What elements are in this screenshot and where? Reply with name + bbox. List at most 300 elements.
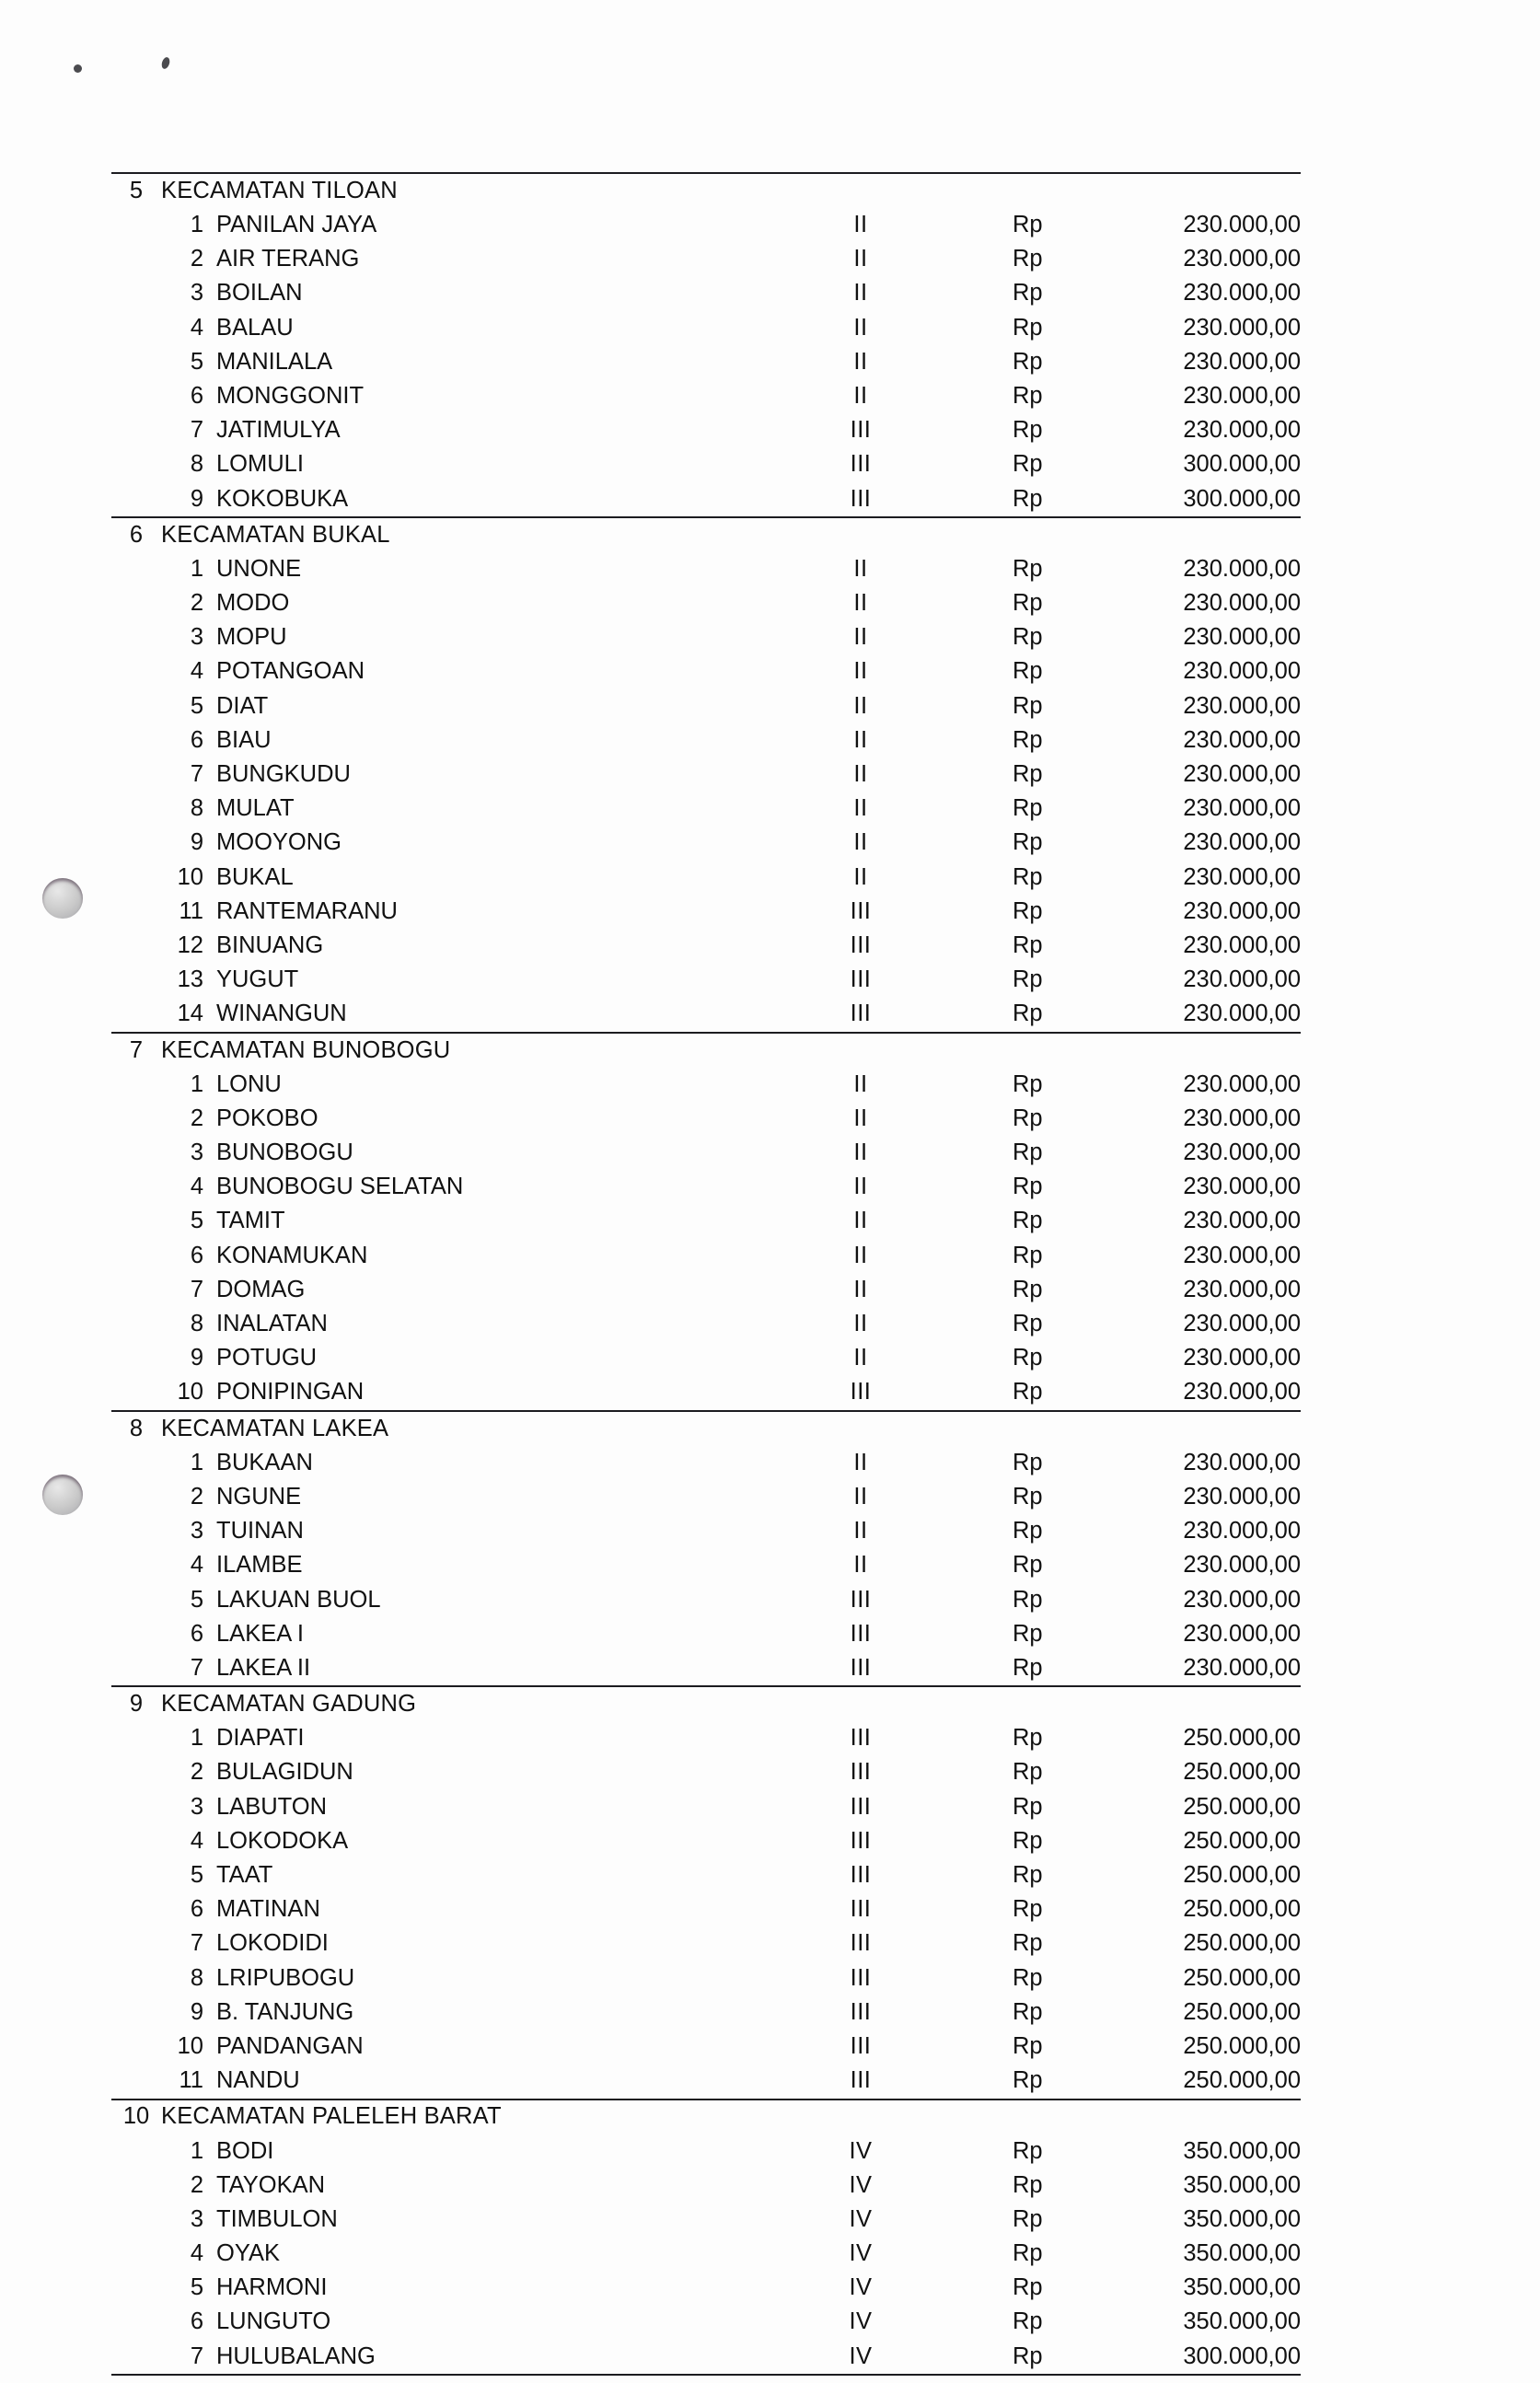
currency-symbol: Rp: [1013, 246, 1043, 272]
village-name: PANILAN JAYA: [216, 212, 377, 238]
currency-symbol: Rp: [1013, 897, 1043, 924]
section-title: KECAMATAN TILOAN: [161, 173, 709, 208]
table-row: [111, 1756, 1301, 1790]
village-name-cell: [161, 2237, 709, 2271]
row-outer-blank: [111, 311, 161, 345]
table-row: [111, 1892, 1301, 1926]
currency-symbol: Rp: [1013, 1725, 1043, 1752]
village-index: 1: [190, 212, 203, 238]
village-class: III: [850, 1896, 872, 1923]
section-class-blank: [709, 1033, 1013, 1068]
allocation-amount: 230.000,00: [1183, 590, 1301, 617]
village-name-cell: [161, 895, 709, 929]
row-outer-blank: [111, 2064, 161, 2099]
section-title: KECAMATAN GADUNG: [161, 1686, 709, 1721]
table-row: [111, 1307, 1301, 1341]
currency-symbol: Rp: [1013, 966, 1043, 993]
table-row: [111, 895, 1301, 929]
village-name: NANDU: [216, 2067, 300, 2094]
section-number: 10: [111, 2100, 161, 2134]
row-outer-blank: [111, 827, 161, 861]
table-row: [111, 2030, 1301, 2064]
village-name-cell: [161, 1205, 709, 1239]
currency-symbol: Rp: [1013, 795, 1043, 822]
row-outer-blank: [111, 2134, 161, 2169]
table-row: [111, 723, 1301, 758]
allocation-amount: 230.000,00: [1183, 761, 1301, 788]
village-name: LABUTON: [216, 1793, 327, 1820]
village-name-cell: [161, 277, 709, 311]
currency-symbol: Rp: [1013, 2240, 1043, 2267]
row-outer-blank: [111, 1756, 161, 1790]
section-title: KECAMATAN BUKAL: [161, 517, 709, 552]
village-class: III: [850, 1793, 872, 1820]
table-row: [111, 2203, 1301, 2237]
currency-symbol: Rp: [1013, 1518, 1043, 1544]
allocation-amount: 250.000,00: [1183, 1827, 1301, 1854]
village-name-cell: [161, 1307, 709, 1341]
section-class-blank: [709, 173, 1013, 208]
village-index: 4: [190, 1827, 203, 1854]
table-row: [111, 1205, 1301, 1239]
row-outer-blank: [111, 586, 161, 620]
allocation-amount: 230.000,00: [1183, 1379, 1301, 1406]
row-outer-blank: [111, 1721, 161, 1755]
village-name: MANILALA: [216, 348, 333, 375]
village-class: II: [853, 1483, 868, 1510]
allocation-amount: 230.000,00: [1183, 624, 1301, 651]
village-name-cell: [161, 1995, 709, 2030]
village-name-cell: [161, 827, 709, 861]
village-name: UNONE: [216, 555, 302, 582]
village-index: 4: [190, 314, 203, 341]
table-row: [111, 861, 1301, 895]
village-name: BODI: [216, 2137, 274, 2164]
village-index: 2: [190, 246, 203, 272]
village-name: MULAT: [216, 795, 295, 822]
row-outer-blank: [111, 2306, 161, 2340]
row-outer-blank: [111, 861, 161, 895]
allocation-amount: 230.000,00: [1183, 1208, 1301, 1234]
village-name: DOMAG: [216, 1276, 306, 1302]
village-name: HULUBALANG: [216, 2343, 376, 2369]
row-outer-blank: [111, 929, 161, 963]
allocation-amount: 230.000,00: [1183, 1654, 1301, 1681]
village-index: 6: [190, 382, 203, 409]
village-name: LONU: [216, 1070, 282, 1097]
row-outer-blank: [111, 2237, 161, 2271]
village-name: RANTEMARANU: [216, 897, 398, 924]
table-row: [111, 242, 1301, 276]
village-index: 14: [177, 1001, 203, 1027]
village-name-cell: [161, 1170, 709, 1204]
currency-symbol: Rp: [1013, 2067, 1043, 2094]
village-index: 6: [190, 726, 203, 753]
village-name: LUNGUTO: [216, 2308, 331, 2335]
village-class: II: [853, 624, 868, 651]
table-row: [111, 827, 1301, 861]
village-name-cell: [161, 1858, 709, 1892]
village-name: BINUANG: [216, 931, 324, 958]
currency-symbol: Rp: [1013, 2205, 1043, 2232]
table-row: [111, 792, 1301, 826]
allocation-amount: 230.000,00: [1183, 829, 1301, 856]
table-row: [111, 1480, 1301, 1514]
row-outer-blank: [111, 552, 161, 586]
village-index: 6: [190, 1620, 203, 1647]
row-outer-blank: [111, 208, 161, 242]
village-class: II: [853, 1345, 868, 1371]
allocation-amount: 230.000,00: [1183, 726, 1301, 753]
currency-symbol: Rp: [1013, 1827, 1043, 1854]
row-outer-blank: [111, 2271, 161, 2305]
village-name-cell: [161, 1721, 709, 1755]
village-name-cell: [161, 2064, 709, 2099]
village-class: II: [853, 246, 868, 272]
currency-symbol: Rp: [1013, 2274, 1043, 2301]
village-index: 8: [190, 1964, 203, 1991]
village-class: III: [850, 1620, 872, 1647]
village-name: MOPU: [216, 624, 287, 651]
village-name: TIMBULON: [216, 2205, 338, 2232]
table-row: [111, 552, 1301, 586]
village-class: II: [853, 1208, 868, 1234]
section-class-blank: [709, 1411, 1013, 1446]
village-class: III: [850, 1827, 872, 1854]
currency-symbol: Rp: [1013, 1862, 1043, 1889]
village-class: III: [850, 1586, 872, 1613]
village-class: III: [850, 485, 872, 512]
table-row: [111, 345, 1301, 379]
village-index: 3: [190, 1518, 203, 1544]
village-class: II: [853, 863, 868, 890]
village-name-cell: [161, 929, 709, 963]
village-allocation-table: [111, 172, 1301, 2376]
currency-symbol: Rp: [1013, 931, 1043, 958]
village-name-cell: [161, 552, 709, 586]
village-class: III: [850, 1759, 872, 1786]
allocation-amount: 230.000,00: [1183, 417, 1301, 444]
village-class: II: [853, 555, 868, 582]
village-class: III: [850, 966, 872, 993]
row-outer-blank: [111, 1549, 161, 1583]
village-index: 4: [190, 1552, 203, 1579]
currency-symbol: Rp: [1013, 1759, 1043, 1786]
currency-symbol: Rp: [1013, 1174, 1043, 1200]
currency-symbol: Rp: [1013, 2137, 1043, 2164]
currency-symbol: Rp: [1013, 1793, 1043, 1820]
row-outer-blank: [111, 1995, 161, 2030]
village-index: 10: [177, 863, 203, 890]
village-class: III: [850, 1379, 872, 1406]
village-class: II: [853, 761, 868, 788]
currency-symbol: Rp: [1013, 829, 1043, 856]
village-index: 2: [190, 1483, 203, 1510]
village-class: II: [853, 1070, 868, 1097]
village-index: 13: [177, 966, 203, 993]
table-row: [111, 758, 1301, 792]
allocation-amount: 350.000,00: [1183, 2205, 1301, 2232]
village-name-cell: [161, 413, 709, 447]
village-name: POTUGU: [216, 1345, 318, 1371]
village-index: 3: [190, 1793, 203, 1820]
allocation-amount: 230.000,00: [1183, 966, 1301, 993]
village-index: 6: [190, 1896, 203, 1923]
village-name-cell: [161, 311, 709, 345]
currency-symbol: Rp: [1013, 1449, 1043, 1475]
row-outer-blank: [111, 277, 161, 311]
village-class: II: [853, 1105, 868, 1131]
village-index: 7: [190, 1654, 203, 1681]
section-header-row: [111, 1033, 1301, 1068]
allocation-amount: 250.000,00: [1183, 1896, 1301, 1923]
row-outer-blank: [111, 1376, 161, 1411]
village-class: II: [853, 212, 868, 238]
allocation-amount: 250.000,00: [1183, 2067, 1301, 2094]
currency-symbol: Rp: [1013, 1311, 1043, 1337]
row-outer-blank: [111, 1136, 161, 1170]
section-header-row: [111, 2100, 1301, 2134]
table-row: [111, 963, 1301, 997]
currency-symbol: Rp: [1013, 1998, 1043, 2025]
village-index: 8: [190, 451, 203, 478]
village-index: 9: [190, 485, 203, 512]
table-row: [111, 2306, 1301, 2340]
village-index: 5: [190, 1586, 203, 1613]
allocation-amount: 230.000,00: [1183, 280, 1301, 307]
allocation-amount: 250.000,00: [1183, 1930, 1301, 1957]
section-number: 7: [111, 1033, 161, 1068]
village-name: YUGUT: [216, 966, 299, 993]
village-name-cell: [161, 2169, 709, 2203]
currency-symbol: Rp: [1013, 1964, 1043, 1991]
village-name: LAKEA I: [216, 1620, 304, 1647]
allocation-amount: 230.000,00: [1183, 212, 1301, 238]
allocation-amount: 230.000,00: [1183, 314, 1301, 341]
village-index: 3: [190, 280, 203, 307]
section-number: 9: [111, 1686, 161, 1721]
currency-symbol: Rp: [1013, 761, 1043, 788]
village-name: LOMULI: [216, 451, 304, 478]
row-outer-blank: [111, 2030, 161, 2064]
allocation-amount: 230.000,00: [1183, 1586, 1301, 1613]
village-name-cell: [161, 1617, 709, 1651]
currency-symbol: Rp: [1013, 1345, 1043, 1371]
allocation-amount: 350.000,00: [1183, 2137, 1301, 2164]
village-name-cell: [161, 1892, 709, 1926]
allocation-amount: 230.000,00: [1183, 863, 1301, 890]
table-row: [111, 2271, 1301, 2305]
table-row: [111, 277, 1301, 311]
village-index: 4: [190, 2240, 203, 2267]
allocation-amount: 230.000,00: [1183, 658, 1301, 685]
allocation-amount: 250.000,00: [1183, 1793, 1301, 1820]
village-class: II: [853, 1139, 868, 1166]
table-row: [111, 1514, 1301, 1548]
village-name-cell: [161, 1824, 709, 1858]
village-name-cell: [161, 1273, 709, 1307]
village-class: II: [853, 1311, 868, 1337]
village-index: 9: [190, 1345, 203, 1371]
row-outer-blank: [111, 963, 161, 997]
allocation-amount: 250.000,00: [1183, 1759, 1301, 1786]
village-name-cell: [161, 2340, 709, 2375]
village-index: 12: [177, 931, 203, 958]
currency-symbol: Rp: [1013, 2171, 1043, 2198]
table-row: [111, 413, 1301, 447]
village-index: 1: [190, 555, 203, 582]
village-name-cell: [161, 1102, 709, 1136]
section-header-row: [111, 1411, 1301, 1446]
village-index: 8: [190, 795, 203, 822]
village-class: II: [853, 590, 868, 617]
table-row: [111, 1824, 1301, 1858]
table-row: [111, 2169, 1301, 2203]
currency-symbol: Rp: [1013, 1620, 1043, 1647]
section-amount-blank: [1084, 173, 1301, 208]
currency-symbol: Rp: [1013, 692, 1043, 719]
row-outer-blank: [111, 620, 161, 654]
village-class: III: [850, 417, 872, 444]
village-index: 2: [190, 1759, 203, 1786]
table-row: [111, 1446, 1301, 1480]
village-class: IV: [709, 2340, 1013, 2375]
section-amount-blank: [1084, 1686, 1301, 1721]
village-index: 7: [190, 1930, 203, 1957]
section-number: 6: [111, 517, 161, 552]
village-name-cell: [161, 689, 709, 723]
currency-symbol: Rp: [1013, 212, 1043, 238]
village-index: 4: [190, 1174, 203, 1200]
allocation-amount: 230.000,00: [1183, 382, 1301, 409]
village-index: 3: [190, 2205, 203, 2232]
section-number: 8: [111, 1411, 161, 1446]
village-name-cell: [161, 1790, 709, 1824]
village-class: II: [853, 1276, 868, 1302]
table-row: [111, 998, 1301, 1033]
section-currency-blank: [1013, 173, 1084, 208]
village-name: BALAU: [216, 314, 294, 341]
currency-symbol: Rp: [1013, 2340, 1084, 2375]
village-class: IV: [849, 2308, 873, 2335]
village-name: B. TANJUNG: [216, 1998, 354, 2025]
currency-symbol: Rp: [1013, 555, 1043, 582]
table-row: [111, 1617, 1301, 1651]
village-index: 5: [190, 2274, 203, 2301]
village-name: BUNGKUDU: [216, 761, 351, 788]
village-name: DIAT: [216, 692, 269, 719]
village-name-cell: [161, 2134, 709, 2169]
village-class: III: [850, 931, 872, 958]
village-class: III: [850, 451, 872, 478]
village-name: TAYOKAN: [216, 2171, 326, 2198]
village-index: 1: [190, 1449, 203, 1475]
village-name-cell: [161, 1341, 709, 1375]
village-name-cell: [161, 1651, 709, 1686]
section-amount-blank: [1084, 517, 1301, 552]
section-currency-blank: [1013, 1033, 1084, 1068]
village-class: IV: [849, 2137, 873, 2164]
allocation-amount: 230.000,00: [1183, 1276, 1301, 1302]
section-currency-blank: [1013, 517, 1084, 552]
scan-speck-icon: [74, 64, 82, 73]
village-name-cell: [161, 620, 709, 654]
village-index: 7: [190, 417, 203, 444]
village-name: MOOYONG: [216, 829, 342, 856]
village-class: II: [853, 1242, 868, 1268]
village-index: 5: [190, 692, 203, 719]
village-class: IV: [849, 2240, 873, 2267]
village-class: II: [853, 829, 868, 856]
allocation-amount: 250.000,00: [1183, 1964, 1301, 1991]
table-row: [111, 929, 1301, 963]
row-outer-blank: [111, 448, 161, 482]
section-title: KECAMATAN PALELEH BARAT: [161, 2100, 709, 2134]
village-class: III: [850, 897, 872, 924]
village-class: III: [850, 1654, 872, 1681]
village-name: BOILAN: [216, 280, 303, 307]
village-class: II: [853, 658, 868, 685]
row-outer-blank: [111, 345, 161, 379]
currency-symbol: Rp: [1013, 1208, 1043, 1234]
village-class: II: [853, 348, 868, 375]
village-name: BUKAL: [216, 863, 294, 890]
currency-symbol: Rp: [1013, 1139, 1043, 1166]
table-row: [111, 208, 1301, 242]
village-name: TUINAN: [216, 1518, 304, 1544]
section-number: 5: [111, 173, 161, 208]
village-class: II: [853, 1449, 868, 1475]
village-index: 5: [190, 1862, 203, 1889]
village-class: II: [853, 280, 868, 307]
row-outer-blank: [111, 1892, 161, 1926]
allocation-amount: 350.000,00: [1183, 2274, 1301, 2301]
row-outer-blank: [111, 1068, 161, 1102]
table-row: [111, 586, 1301, 620]
village-name-cell: [161, 2203, 709, 2237]
table-row: [111, 482, 1301, 517]
village-class: II: [853, 382, 868, 409]
section-amount-blank: [1084, 1033, 1301, 1068]
village-name-cell: [161, 1239, 709, 1273]
section-currency-blank: [1013, 2100, 1084, 2134]
village-name: JATIMULYA: [216, 417, 341, 444]
allocation-amount: 250.000,00: [1183, 1725, 1301, 1752]
village-name: TAAT: [216, 1862, 273, 1889]
row-outer-blank: [111, 1583, 161, 1617]
village-index: 5: [190, 1208, 203, 1234]
village-index: 11: [179, 2067, 203, 2094]
village-index: 7: [190, 2343, 203, 2369]
village-name: KONAMUKAN: [216, 1242, 368, 1268]
village-name: PONIPINGAN: [216, 1379, 365, 1406]
village-name-cell: [161, 1961, 709, 1995]
currency-symbol: Rp: [1013, 590, 1043, 617]
village-class: II: [853, 795, 868, 822]
allocation-amount: 230.000,00: [1183, 1518, 1301, 1544]
table-row: [111, 2134, 1301, 2169]
section-class-blank: [709, 517, 1013, 552]
village-class: II: [853, 1174, 868, 1200]
currency-symbol: Rp: [1013, 417, 1043, 444]
table-row: [111, 1341, 1301, 1375]
village-name-cell: [161, 1136, 709, 1170]
village-index: 7: [190, 1276, 203, 1302]
village-name-cell: [161, 655, 709, 689]
village-name: PANDANGAN: [216, 2032, 364, 2059]
allocation-amount: 230.000,00: [1183, 1552, 1301, 1579]
section-header-row: [111, 1686, 1301, 1721]
